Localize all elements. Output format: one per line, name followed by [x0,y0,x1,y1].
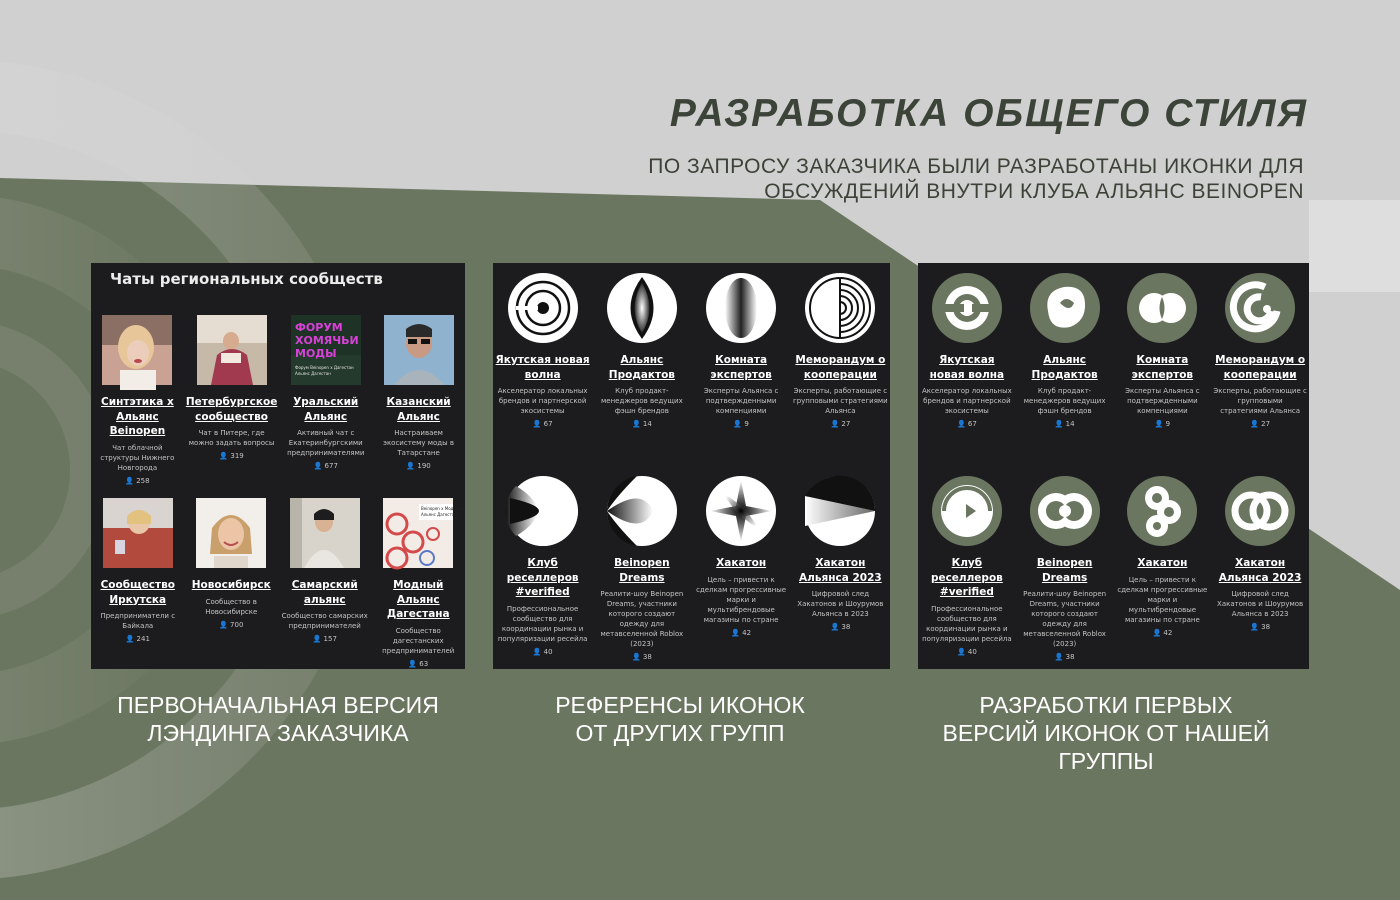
poster-text: МОДЫ [294,347,337,360]
user-icon: 👤 [532,647,542,656]
member-count [125,476,149,486]
user-icon: 👤 [312,635,322,643]
user-icon: 👤 [1250,623,1259,631]
user-icon: 👤 [1152,628,1162,637]
user-icon: 👤 [631,653,641,661]
avatar[interactable] [102,315,172,385]
poster-text: ФОРУМ [294,321,343,334]
avatar[interactable] [291,315,361,385]
member-count [313,634,337,644]
user-icon: 👤 [313,462,323,470]
caption-references [493,691,867,747]
member-count-value: 63 [419,659,429,668]
poster-text: Альянс Дагестана [421,512,460,517]
member-count-value: 38 [841,623,851,631]
member-count-value: 9 [1165,420,1171,428]
community-name[interactable]: Комната экспертов [710,354,772,381]
community-card[interactable] [1114,273,1212,429]
double-ring-icon[interactable] [1030,476,1100,546]
member-count [533,647,553,657]
wing-icon[interactable] [607,476,677,546]
community-card[interactable] [493,476,592,662]
member-count [733,419,748,429]
community-desc: Цифровой след Хакатонов и Шоурумов Альянса в 2023 [797,590,884,618]
community-card[interactable] [592,476,691,662]
member-count-value: 241 [136,635,150,643]
caption-line: ГРУППЫ [1058,748,1154,774]
member-count [830,622,850,632]
community-card[interactable] [692,273,791,429]
member-count [1055,419,1075,429]
community-name[interactable]: Сообщество Иркутска [100,579,175,606]
community-name[interactable]: Казанский Альянс [386,396,451,423]
community-desc: Сообщество самарских предпринимателей [281,612,368,630]
community-desc: Сообщество в Новосибирске [205,597,258,616]
user-icon: 👤 [406,462,416,470]
community-card[interactable] [372,498,466,669]
user-icon: 👤 [1154,420,1164,428]
community-card[interactable] [1211,273,1309,429]
avatar[interactable] [383,498,463,568]
member-count-value: 9 [744,420,749,428]
member-count-value: 38 [1261,623,1271,631]
community-name[interactable]: Хакатон Альянса 2023 [1218,557,1302,584]
community-card[interactable] [185,498,279,669]
community-card[interactable] [91,315,184,486]
avatar[interactable] [197,315,267,385]
community-name[interactable]: Якутская новая волна [495,354,590,381]
crescent-icon[interactable] [508,476,578,546]
avatar[interactable] [290,498,360,568]
member-count-value: 677 [324,462,338,470]
member-count [1155,419,1170,429]
reference-icons-panel [493,263,890,669]
community-name[interactable]: Новосибирск [191,579,271,591]
community-desc: Цифровой след Хакатонов и Шоурумов Альянса в 2023 [1217,590,1304,618]
community-name[interactable]: Модный Альянс Дагестана [386,579,450,620]
member-count [1152,628,1172,638]
our-icons-panel [918,263,1309,669]
caption-line: ЛЭНДИНГА ЗАКАЗЧИКА [147,720,409,746]
member-count-value: 38 [642,653,652,661]
community-desc: Активный чат с Екатеринбургскими предпринимателями [287,429,365,457]
member-count [632,652,652,662]
member-count-value: 40 [967,647,977,656]
community-name[interactable]: Комната экспертов [1131,354,1194,381]
community-desc: Цель – привести к сделкам прогрессивные марки и мультибрендовые магазины по стране [1117,575,1208,624]
member-count [219,620,243,630]
refs-grid-row-2 [493,476,890,662]
community-desc: Эксперты Альянса с подтвержденными компенциями [1125,387,1200,415]
community-name[interactable]: Альянс Продактов [608,354,675,381]
member-count-value: 27 [841,420,851,428]
community-name[interactable]: Хакатон [1137,557,1188,569]
avatar[interactable] [384,315,454,385]
member-count [406,461,430,471]
page-subtitle [604,154,1304,204]
member-count [219,451,243,461]
user-icon: 👤 [956,420,966,428]
member-count [408,659,428,669]
poster-text: ХОМЯЧЬИ [294,334,359,347]
user-icon: 👤 [731,628,740,637]
member-count-value: 27 [1261,420,1271,428]
caption-our-icons [918,691,1294,775]
community-card[interactable] [918,273,1016,429]
community-card[interactable] [692,476,791,662]
community-name[interactable]: Синтэтика x Альянс Beinopen [101,396,174,437]
community-desc: Эксперты, работающие с групповыми стратегиями Альянса [1213,387,1307,415]
community-card[interactable] [1211,476,1309,662]
overlapping-circles-icon[interactable] [1127,273,1197,343]
community-desc: Предприниматели с Байкала [100,612,176,630]
community-desc: Реалити-шоу Beinopen Dreams, участники которого создают одежду для метавселенной Roblox (2023) [1023,590,1107,648]
member-count [632,419,652,429]
community-name[interactable]: Хакатон Альянса 2023 [799,557,882,584]
star-burst-icon[interactable] [706,476,776,546]
landing-grid-row-2 [91,498,465,669]
community-name[interactable]: Меморандум о кооперации [1215,354,1306,381]
community-name[interactable]: Петербургское сообщество [185,396,278,423]
community-name[interactable]: Beinopen Dreams [614,557,670,584]
caption-line: ПЕРВОНАЧАЛЬНАЯ ВЕРСИЯ [117,692,439,718]
user-icon: 👤 [219,452,229,460]
community-desc: Профессиональное сообщество для координации рынка и популяризации ресейла [922,604,1012,643]
community-card[interactable] [493,273,592,429]
wedge-icon[interactable] [805,476,875,546]
user-icon: 👤 [956,647,966,656]
member-count-value: 42 [1163,628,1173,637]
avatar[interactable] [103,498,173,568]
member-count-value: 319 [230,452,244,460]
member-count-value: 40 [543,647,553,656]
community-name[interactable]: Самарский альянс [291,579,358,606]
community-card[interactable] [918,476,1016,662]
notch-circle-icon[interactable] [932,476,1002,546]
poster-text: Beinopen x Модный [421,506,463,511]
ours-grid-row-2 [918,476,1309,662]
target-icon[interactable] [508,273,578,343]
member-count [957,647,977,657]
member-count [1250,622,1270,632]
community-name[interactable]: Меморандум о кооперации [795,354,886,381]
member-count-value: 190 [417,462,431,470]
user-icon: 👤 [219,620,228,629]
refs-grid-row-1 [493,273,890,429]
community-desc: Чат в Питере, где можно задать вопросы [188,429,275,447]
community-desc: Клуб продакт-менеджеров ведущих фэшн брендов [1023,387,1106,415]
member-count [830,419,850,429]
member-count [731,628,751,638]
community-card[interactable] [279,315,372,486]
community-name[interactable]: Клуб реселлеров #verified [930,557,1003,598]
community-card[interactable] [592,273,691,429]
community-name[interactable]: Хакатон [716,557,767,569]
user-icon: 👤 [125,476,134,485]
community-card[interactable] [278,498,372,669]
target-icon[interactable] [932,273,1002,343]
community-card[interactable] [791,273,890,429]
community-desc: Цель – привести к сделкам прогрессивные марки и мультибрендовые магазины по стране [696,575,787,624]
caption-line: РЕФЕРЕНСЫ ИКОНОК [555,692,805,718]
poster-text: Альянс Дагестан [294,371,331,376]
user-icon: 👤 [631,420,641,428]
ours-grid-row-1 [918,273,1309,429]
member-count [1055,652,1075,662]
subtitle-line: ПО ЗАПРОСУ ЗАКАЗЧИКА БЫЛИ РАЗРАБОТАНЫ ИКОНКИ ДЛЯ [648,155,1304,178]
linked-rings-icon[interactable] [1225,476,1295,546]
member-count [533,419,553,429]
caption-line: ВЕРСИЙ ИКОНОК ОТ НАШЕЙ [942,720,1270,746]
community-desc: Реалити-шоу Beinopen Dreams, участники которого создают одежду для метавселенной Roblox (2023) [600,590,684,648]
member-count [314,461,338,471]
community-desc: Чат облачной структуры Нижнего Новгорода [100,443,175,472]
community-name[interactable]: Якутская новая волна [929,354,1005,381]
user-icon: 👤 [125,635,135,643]
community-card[interactable] [1114,476,1212,662]
community-desc: Эксперты Альянса с подтвержденными компенциями [703,387,779,415]
user-icon: 👤 [408,659,418,668]
member-count [1250,419,1270,429]
community-desc: Акселератор локальных брендов и партнерской экосистемы [497,387,588,415]
community-card[interactable] [791,476,890,662]
blob-icon[interactable] [1030,273,1100,343]
member-count-value: 157 [323,635,337,643]
spiral-icon[interactable] [1225,273,1295,343]
member-count-value: 14 [642,420,652,428]
community-card[interactable] [372,315,465,486]
user-icon: 👤 [1250,420,1259,428]
member-count-value: 42 [742,628,752,637]
caption-line: ОТ ДРУГИХ ГРУПП [575,720,785,746]
avatar[interactable] [196,498,266,568]
lens-icon[interactable] [607,273,677,343]
landing-screenshot-panel [91,263,465,669]
bubbles-icon[interactable] [1127,476,1197,546]
community-desc: Акселератор локальных брендов и партнерской экосистемы [921,387,1012,415]
community-card[interactable] [184,315,280,486]
community-card[interactable] [1016,273,1114,429]
member-count [126,634,150,644]
caption-landing [91,691,465,747]
community-desc: Клуб продакт-менеджеров ведущих фэшн брендов [601,387,683,415]
user-icon: 👤 [1054,420,1064,428]
subtitle-line: ОБСУЖДЕНИЙ ВНУТРИ КЛУБА АЛЬЯНС BEINOPEN [764,180,1304,203]
user-icon: 👤 [733,420,743,428]
community-card[interactable] [1016,476,1114,662]
caption-line: РАЗРАБОТКИ ПЕРВЫХ [979,692,1233,718]
member-count-value: 38 [1065,653,1075,661]
member-count [957,419,977,429]
user-icon: 👤 [1054,653,1064,661]
community-name[interactable]: Клуб реселлеров #verified [506,557,579,598]
user-icon: 👤 [532,420,542,428]
community-name[interactable]: Альянс Продактов [1031,354,1098,381]
community-desc: Профессиональное сообщество для координации рынка и популяризации ресейла [497,604,588,643]
member-count-value: 67 [543,420,553,428]
member-count-value: 700 [230,620,244,629]
poster-text: Форум Beinopen x Дагестан [294,365,354,370]
member-count-value: 67 [967,420,977,428]
user-icon: 👤 [830,420,840,428]
community-desc: Эксперты, работающие с групповыми стратегиями Альянса [793,387,888,415]
community-name[interactable]: Beinopen Dreams [1036,557,1093,584]
community-name[interactable]: Уральский Альянс [293,396,359,423]
community-card[interactable] [91,498,185,669]
member-count-value: 258 [136,476,150,485]
gradient-sphere-icon[interactable] [706,273,776,343]
member-count-value: 14 [1065,420,1075,428]
community-desc: Настраиваем экосистему моды в Татарстане [383,429,455,457]
half-rings-icon[interactable] [805,273,875,343]
community-desc: Сообщество дагестанских предпринимателей [382,626,455,655]
page-title: РАЗРАБОТКА ОБЩЕГО СТИЛЯ [669,92,1308,135]
user-icon: 👤 [830,623,840,631]
landing-title: Чаты региональных сообществ [110,270,383,288]
landing-grid-row-1 [91,315,465,486]
